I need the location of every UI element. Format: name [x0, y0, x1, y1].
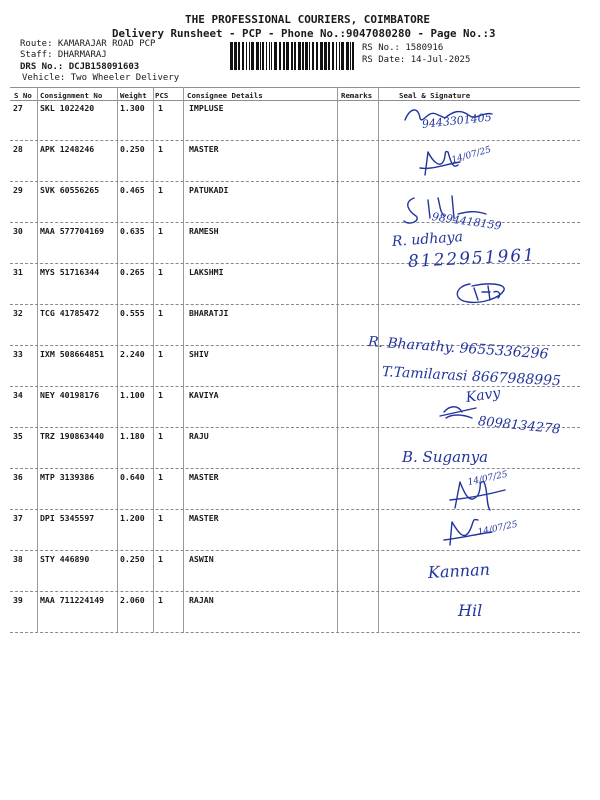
rs-date: RS Date: 14-Jul-2025 [362, 55, 471, 65]
weight-cell: 1.200 [120, 513, 145, 523]
barcode-bar [294, 42, 296, 70]
barcode-bar [352, 42, 354, 70]
consignment-cell: TRZ 190863440 [40, 431, 105, 441]
table-row [10, 428, 580, 469]
col-header-signature: Seal & Signature [399, 91, 471, 100]
col-header-weight: Weight [120, 91, 147, 100]
barcode-bar [269, 42, 270, 70]
barcode-bar [271, 42, 272, 70]
weight-cell: 0.555 [120, 308, 145, 318]
handwritten-name-phone: R. Bharathy. 9655336296 [367, 334, 549, 363]
sno-cell: 38 [13, 554, 23, 564]
barcode-bar [324, 42, 327, 70]
barcode-bar [316, 42, 318, 70]
pcs-cell: 1 [158, 349, 163, 359]
company-title: THE PROFESSIONAL COURIERS, COIMBATORE [185, 13, 431, 26]
col-header-consignment: Consignment No [40, 91, 103, 100]
pcs-cell: 1 [158, 472, 163, 482]
col-header-sno: S No [14, 91, 32, 100]
handwritten-date: 14/07/25 [476, 519, 519, 538]
sno-cell: 34 [13, 390, 23, 400]
handwritten-phone: 8098134278 [477, 414, 562, 438]
barcode-bar [260, 42, 261, 70]
barcode-bar [230, 42, 233, 70]
barcode-bar [298, 42, 301, 70]
weight-cell: 1.100 [120, 390, 145, 400]
col-header-consignee: Consignee Details [187, 91, 263, 100]
consignee-cell: BHARATJI [189, 308, 229, 318]
barcode-bar [238, 42, 240, 70]
weight-cell: 0.250 [120, 554, 145, 564]
pcs-cell: 1 [158, 226, 163, 236]
barcode-bar [332, 42, 334, 70]
table-row [10, 141, 580, 182]
consignee-cell: MASTER [189, 472, 219, 482]
barcode-bar [234, 42, 237, 70]
barcode-bar [262, 42, 264, 70]
consignee-cell: KAVIYA [189, 390, 219, 400]
barcode-bar [350, 42, 351, 70]
barcode-bar [346, 42, 349, 70]
consignment-cell: APK 1248246 [40, 144, 95, 154]
weight-cell: 0.250 [120, 144, 145, 154]
pcs-cell: 1 [158, 390, 163, 400]
table-row [10, 592, 580, 633]
rs-number: RS No.: 1580916 [362, 43, 444, 53]
barcode-bar [328, 42, 330, 70]
barcode-bar [274, 42, 277, 70]
table-top-rule [10, 87, 580, 88]
weight-cell: 1.180 [120, 431, 145, 441]
pcs-cell: 1 [158, 103, 163, 113]
table-row [10, 182, 580, 223]
pcs-cell: 1 [158, 308, 163, 318]
weight-cell: 0.635 [120, 226, 145, 236]
table-row [10, 264, 580, 305]
sno-cell: 32 [13, 308, 23, 318]
barcode [230, 42, 356, 70]
weight-cell: 0.465 [120, 185, 145, 195]
handwritten-phone: 9894418159 [431, 210, 503, 233]
barcode-bar [283, 42, 285, 70]
consignee-cell: LAKSHMI [189, 267, 224, 277]
sno-cell: 29 [13, 185, 23, 195]
sno-cell: 39 [13, 595, 23, 605]
barcode-bar [251, 42, 254, 70]
barcode-bar [286, 42, 289, 70]
consignment-cell: MAA 711224149 [40, 595, 105, 605]
handwritten-name: R. udhaya [391, 229, 464, 250]
barcode-bar [309, 42, 310, 70]
consignee-cell: PATUKADI [189, 185, 229, 195]
consignment-cell: MYS 51716344 [40, 267, 100, 277]
barcode-bar [246, 42, 247, 70]
sno-cell: 36 [13, 472, 23, 482]
consignee-cell: ASWIN [189, 554, 214, 564]
pcs-cell: 1 [158, 513, 163, 523]
consignee-cell: MASTER [189, 144, 219, 154]
handwritten-signature: Hil [458, 601, 483, 620]
weight-cell: 2.240 [120, 349, 145, 359]
vehicle-label: Vehicle: Two Wheeler Delivery [22, 73, 180, 83]
col-header-pcs: PCS [155, 91, 169, 100]
consignee-cell: RAMESH [189, 226, 219, 236]
pcs-cell: 1 [158, 554, 163, 564]
weight-cell: 0.640 [120, 472, 145, 482]
handwritten-date: 14/07/25 [450, 145, 493, 166]
weight-cell: 1.300 [120, 103, 145, 113]
consignment-cell: MAA 577704169 [40, 226, 105, 236]
barcode-bar [279, 42, 281, 70]
pcs-cell: 1 [158, 267, 163, 277]
consignee-cell: RAJU [189, 431, 209, 441]
pcs-cell: 1 [158, 144, 163, 154]
weight-cell: 0.265 [120, 267, 145, 277]
barcode-bar [249, 42, 250, 70]
barcode-bar [305, 42, 308, 70]
staff-label: Staff: DHARMARAJ [20, 50, 107, 60]
table-row [10, 100, 580, 141]
consignment-cell: NEY 40198176 [40, 390, 100, 400]
pcs-cell: 1 [158, 185, 163, 195]
table-row [10, 305, 580, 346]
handwritten-name: B. Suganya [402, 448, 489, 466]
consignment-cell: TCG 41785472 [40, 308, 100, 318]
sno-cell: 28 [13, 144, 23, 154]
consignment-cell: STY 446890 [40, 554, 90, 564]
runsheet-subtitle: Delivery Runsheet - PCP - Phone No.:9047080280 - Page No.:3 [112, 27, 496, 40]
consignee-cell: IMPLUSE [189, 103, 224, 113]
consignment-cell: MTP 3139386 [40, 472, 95, 482]
handwritten-phone: 9443301405 [421, 110, 493, 131]
barcode-bar [302, 42, 304, 70]
barcode-bar [291, 42, 293, 70]
handwritten-date: 14/07/25 [466, 469, 509, 488]
handwritten-signature: Kavy [464, 385, 502, 406]
handwritten-name: Kannan [427, 559, 491, 582]
barcode-bar [339, 42, 340, 70]
sno-cell: 30 [13, 226, 23, 236]
barcode-bar [266, 42, 267, 70]
table-row [10, 551, 580, 592]
drs-number: DRS No.: DCJB158091603 [20, 62, 140, 72]
consignment-cell: SKL 1022420 [40, 103, 95, 113]
barcode-bar [242, 42, 244, 70]
consignee-cell: RAJAN [189, 595, 214, 605]
pcs-cell: 1 [158, 431, 163, 441]
consignee-cell: SHIV [189, 349, 209, 359]
consignment-cell: SVK 60556265 [40, 185, 100, 195]
consignment-cell: DPI 5345597 [40, 513, 95, 523]
sno-cell: 27 [13, 103, 23, 113]
weight-cell: 2.060 [120, 595, 145, 605]
barcode-bar [320, 42, 323, 70]
handwritten-name-phone: T.Tamilarasi 8667988995 [381, 364, 562, 390]
barcode-bar [336, 42, 337, 70]
sno-cell: 33 [13, 349, 23, 359]
sno-cell: 31 [13, 267, 23, 277]
route-label: Route: KAMARAJAR ROAD PCP [20, 39, 156, 49]
handwritten-phone: 8122951961 [407, 245, 537, 272]
sno-cell: 35 [13, 431, 23, 441]
sno-cell: 37 [13, 513, 23, 523]
barcode-bar [312, 42, 314, 70]
col-header-remarks: Remarks [341, 91, 373, 100]
barcode-bar [256, 42, 259, 70]
pcs-cell: 1 [158, 595, 163, 605]
consignee-cell: MASTER [189, 513, 219, 523]
consignment-cell: IXM 508664851 [40, 349, 105, 359]
barcode-bar [341, 42, 344, 70]
